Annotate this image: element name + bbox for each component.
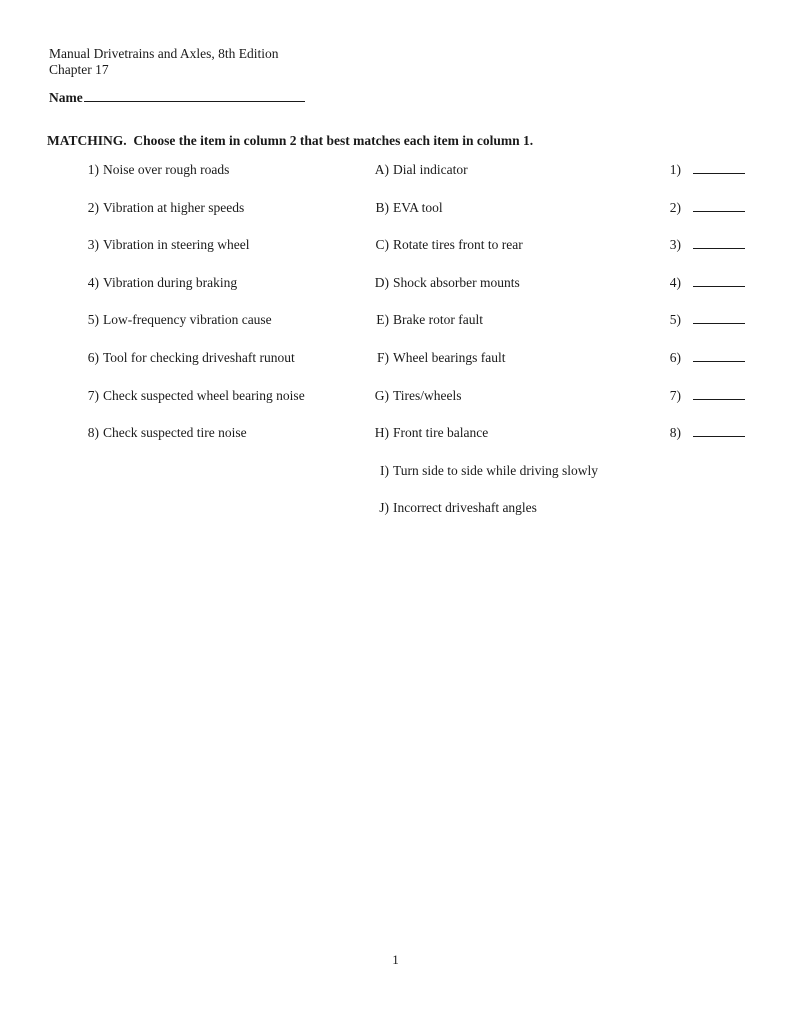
column-2 — [367, 161, 598, 537]
item-text: Noise over rough roads — [103, 162, 230, 177]
answer-blank-row — [667, 387, 745, 425]
item-text: Check suspected wheel bearing noise — [103, 387, 305, 403]
item-text: Wheel bearings fault — [393, 349, 506, 365]
answer-blank-row — [667, 161, 745, 199]
item-text: Vibration in steering wheel — [103, 237, 250, 253]
answer-blank-line — [693, 424, 745, 437]
answer-number: 4) — [669, 274, 681, 290]
col1-item — [85, 236, 305, 274]
item-text: Tires/wheels — [393, 387, 462, 403]
col2-item — [367, 424, 598, 462]
col1-item — [85, 199, 305, 237]
document-header — [49, 46, 278, 77]
col2-item — [367, 236, 598, 274]
item-number: 4) — [87, 274, 99, 290]
answer-blank-line — [693, 236, 745, 249]
col2-item — [367, 161, 598, 199]
answer-blank-row — [667, 199, 745, 237]
item-number: 3) — [87, 237, 99, 253]
col1-item — [85, 311, 305, 349]
item-text: Tool for checking driveshaft runout — [103, 349, 295, 365]
answer-blank-row — [667, 236, 745, 274]
answer-number: 5) — [669, 312, 681, 328]
answer-blank-row — [667, 274, 745, 312]
item-letter: A) — [374, 162, 389, 177]
item-text: Shock absorber mounts — [393, 274, 520, 290]
item-text: Vibration during braking — [103, 274, 238, 290]
col1-item — [85, 387, 305, 425]
item-text: Dial indicator — [393, 162, 468, 177]
item-text: Check suspected tire noise — [103, 425, 247, 441]
chapter-label: Chapter 17 — [49, 61, 109, 77]
col2-item — [367, 274, 598, 312]
matching-instruction: MATCHING. Choose the item in column 2 that best matches each item in column 1. — [47, 133, 534, 148]
col2-item — [367, 499, 598, 537]
col2-item — [367, 349, 598, 387]
item-letter: C) — [375, 237, 389, 253]
answer-blank-line — [693, 161, 745, 174]
item-letter: I) — [380, 462, 389, 478]
item-letter: G) — [374, 387, 389, 403]
col2-item — [367, 462, 598, 500]
col1-item — [85, 161, 305, 199]
item-text: EVA tool — [393, 199, 443, 215]
page-number: 1 — [392, 952, 399, 967]
item-text: Vibration at higher speeds — [103, 199, 245, 215]
answer-number: 6) — [669, 349, 681, 365]
answer-blank-row — [667, 349, 745, 387]
item-text: Incorrect driveshaft angles — [393, 500, 537, 516]
item-number: 2) — [87, 199, 99, 215]
answer-number: 1) — [669, 162, 681, 177]
item-number: 1) — [87, 162, 99, 177]
answer-number: 2) — [669, 199, 681, 215]
answer-blank-line — [693, 349, 745, 362]
column-1 — [85, 161, 305, 462]
name-field-row — [49, 88, 305, 106]
item-number: 8) — [87, 425, 99, 441]
item-number: 6) — [87, 349, 99, 365]
name-blank-line — [84, 88, 305, 102]
item-letter: H) — [374, 425, 389, 441]
item-number: 7) — [87, 387, 99, 403]
book-title: Manual Drivetrains and Axles, 8th Edition — [49, 46, 279, 61]
item-text: Rotate tires front to rear — [393, 237, 523, 253]
col1-item — [85, 349, 305, 387]
item-letter: J) — [379, 500, 389, 516]
name-label: Name — [49, 90, 83, 105]
item-letter: F) — [376, 349, 389, 365]
item-letter: B) — [375, 199, 389, 215]
item-letter: D) — [374, 274, 389, 290]
item-letter: E) — [376, 312, 389, 328]
answer-blank-line — [693, 311, 745, 324]
col2-item — [367, 199, 598, 237]
answer-blank-row — [667, 424, 745, 462]
answer-number: 3) — [669, 237, 681, 253]
col1-item — [85, 274, 305, 312]
answer-blank-row — [667, 311, 745, 349]
item-text: Brake rotor fault — [393, 312, 483, 328]
answer-blank-line — [693, 199, 745, 212]
item-number: 5) — [87, 312, 99, 328]
col1-item — [85, 424, 305, 462]
answer-number: 8) — [669, 425, 681, 441]
col2-item — [367, 387, 598, 425]
item-text: Low-frequency vibration cause — [103, 312, 272, 328]
answer-column — [667, 161, 745, 462]
col2-item — [367, 311, 598, 349]
answer-blank-line — [693, 387, 745, 400]
answer-number: 7) — [669, 387, 681, 403]
item-text: Turn side to side while driving slowly — [393, 462, 599, 478]
answer-blank-line — [693, 274, 745, 287]
item-text: Front tire balance — [393, 425, 489, 441]
